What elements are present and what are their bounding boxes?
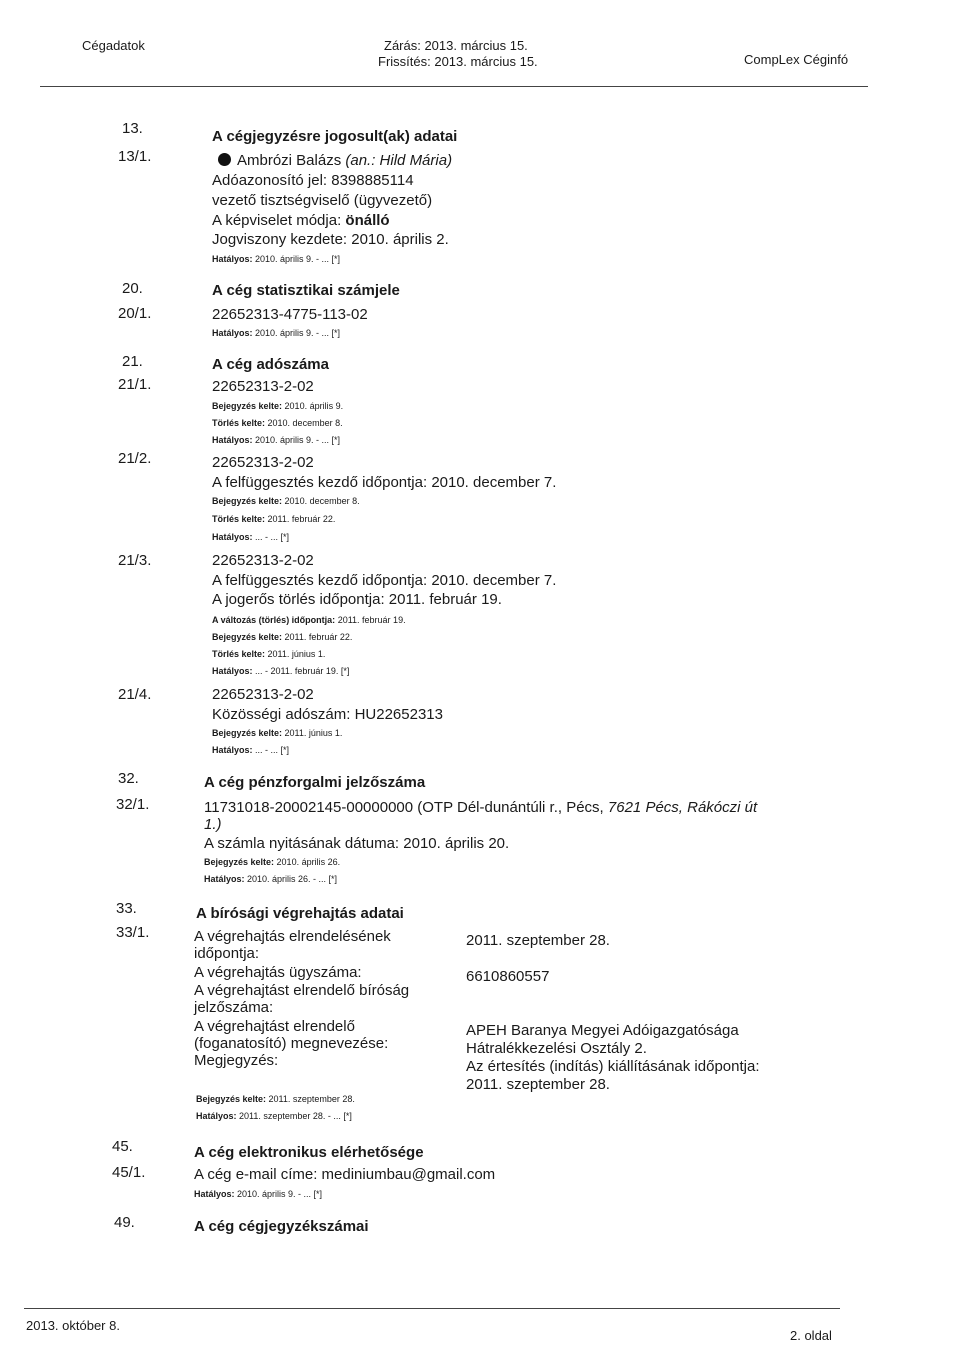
section-title: A cégjegyzésre jogosult(ak) adatai — [212, 128, 458, 145]
person-line — [218, 152, 452, 169]
final-deletion: A jogerős törlés időpontja: 2011. február 19. — [212, 591, 502, 608]
page-number: 2. oldal — [790, 1328, 832, 1343]
entry-number: 21/2. — [118, 450, 152, 467]
section-number: 13. — [122, 120, 143, 137]
entry-number: 33/1. — [116, 924, 150, 941]
validity: Hatályos: ... - ... [*] — [212, 532, 290, 542]
person-icon — [218, 153, 231, 166]
section-title: A cég adószáma — [212, 356, 329, 373]
order-date-value: 2011. szeptember 28. — [466, 932, 610, 949]
email-line: A cég e-mail címe: mediniumbau@gmail.com — [194, 1166, 496, 1183]
registration-date: Bejegyzés kelte: 2010. december 8. — [212, 496, 360, 506]
section-title: A cég statisztikai számjele — [212, 282, 400, 299]
deletion-date: Törlés kelte: 2010. december 8. — [212, 418, 343, 428]
validity: Hatályos: 2010. április 9. - ... [*] — [194, 1189, 323, 1199]
section-number: 45. — [112, 1138, 133, 1155]
section-title: A cég elektronikus elérhetősége — [194, 1144, 424, 1161]
note-value-1: Az értesítés (indítás) kiállításának időpontja: — [466, 1058, 760, 1075]
tax-number: 22652313-2-02 — [212, 378, 314, 395]
validity: Hatályos: 2010. április 9. - ... [*] — [212, 254, 341, 264]
validity: Hatályos: ... - 2011. február 19. [*] — [212, 666, 350, 676]
validity: Hatályos: 2010. április 9. - ... [*] — [212, 435, 341, 445]
note-value-2: 2011. szeptember 28. — [466, 1076, 610, 1093]
registration-date: Bejegyzés kelte: 2011. június 1. — [212, 728, 343, 738]
entry-number: 45/1. — [112, 1164, 146, 1181]
entry-number: 13/1. — [118, 148, 152, 165]
tax-number: 22652313-2-02 — [212, 552, 314, 569]
tax-number: 22652313-2-02 — [212, 454, 314, 471]
section-number: 21. — [122, 353, 143, 370]
registration-date: Bejegyzés kelte: 2010. április 26. — [204, 857, 341, 867]
statistical-number: 22652313-4775-113-02 — [212, 306, 368, 323]
tax-id: Adóazonosító jel: 8398885114 — [212, 172, 414, 189]
entry-number: 21/3. — [118, 552, 152, 569]
validity: Hatályos: 2010. április 26. - ... [*] — [204, 874, 338, 884]
order-date-label-1: A végrehajtás elrendelésének — [194, 928, 391, 945]
section-title: A bírósági végrehajtás adatai — [196, 905, 404, 922]
section-number: 49. — [114, 1214, 135, 1231]
court-code-label-1: A végrehajtást elrendelő bíróság — [194, 982, 410, 999]
section-number: 33. — [116, 900, 137, 917]
entry-number: 21/1. — [118, 376, 152, 393]
registration-date: Bejegyzés kelte: 2011. február 22. — [212, 632, 353, 642]
change-date: A változás (törlés) időpontja: 2011. február 19. — [212, 615, 406, 625]
validity: Hatályos: 2011. szeptember 28. - ... [*] — [196, 1111, 352, 1121]
authority-label-1: A végrehajtást elrendelő — [194, 1018, 355, 1035]
header-updated: Frissítés: 2013. március 15. — [378, 54, 538, 69]
deletion-date: Törlés kelte: 2011. június 1. — [212, 649, 326, 659]
registration-date: Bejegyzés kelte: 2011. szeptember 28. — [196, 1094, 355, 1104]
representation-label: A képviselet módja: — [212, 212, 346, 229]
section-title: A cég pénzforgalmi jelzőszáma — [204, 774, 426, 791]
footer-date: 2013. október 8. — [26, 1318, 120, 1333]
header-rule — [40, 86, 868, 87]
representation-value: önálló — [345, 212, 390, 229]
authority-value-2: Hátralékkezelési Osztály 2. — [466, 1040, 647, 1057]
relationship-start: Jogviszony kezdete: 2010. április 2. — [212, 231, 449, 248]
section-title: A cég cégjegyzékszámai — [194, 1218, 369, 1235]
entry-number: 20/1. — [118, 305, 152, 322]
header-right: CompLex Céginfó — [744, 52, 849, 67]
entry-number: 32/1. — [116, 796, 150, 813]
authority-value-1: APEH Baranya Megyei Adóigazgatósága — [466, 1022, 739, 1039]
account-open-date: A számla nyitásának dátuma: 2010. április 20. — [204, 835, 510, 852]
role: vezető tisztségviselő (ügyvezető) — [212, 192, 433, 209]
court-code-label-2: jelzőszáma: — [194, 999, 274, 1016]
deletion-date: Törlés kelte: 2011. február 22. — [212, 514, 336, 524]
person-name: Ambrózi Balázs — [237, 152, 342, 169]
suspension-start: A felfüggesztés kezdő időpontja: 2010. december 7. — [212, 572, 557, 589]
header-left: Cégadatok — [82, 38, 145, 53]
validity: Hatályos: ... - ... [*] — [212, 745, 290, 755]
mother-name: (an.: Hild Mária) — [345, 152, 453, 169]
authority-label-2: (foganatosító) megnevezése: — [194, 1035, 389, 1052]
order-date-label-2: időpontja: — [194, 945, 260, 962]
note-label: Megjegyzés: — [194, 1052, 279, 1069]
representation — [212, 212, 390, 229]
footer-rule — [24, 1308, 840, 1309]
entry-number: 21/4. — [118, 686, 152, 703]
account-number: 11731018-20002145-00000000 (OTP Dél-dunántúli r., Pécs, 7621 Pécs, Rákóczi út — [204, 799, 758, 816]
account-address-end: 1.) — [204, 816, 222, 833]
section-number: 20. — [122, 280, 143, 297]
suspension-start: A felfüggesztés kezdő időpontja: 2010. december 7. — [212, 474, 557, 491]
header-closing: Zárás: 2013. március 15. — [384, 38, 528, 53]
case-number-value: 6610860557 — [466, 968, 550, 985]
section-number: 32. — [118, 770, 139, 787]
case-number-label: A végrehajtás ügyszáma: — [194, 964, 362, 981]
registration-date: Bejegyzés kelte: 2010. április 9. — [212, 401, 344, 411]
validity: Hatályos: 2010. április 9. - ... [*] — [212, 328, 341, 338]
community-tax-number: Közösségi adószám: HU22652313 — [212, 706, 443, 723]
tax-number: 22652313-2-02 — [212, 686, 314, 703]
